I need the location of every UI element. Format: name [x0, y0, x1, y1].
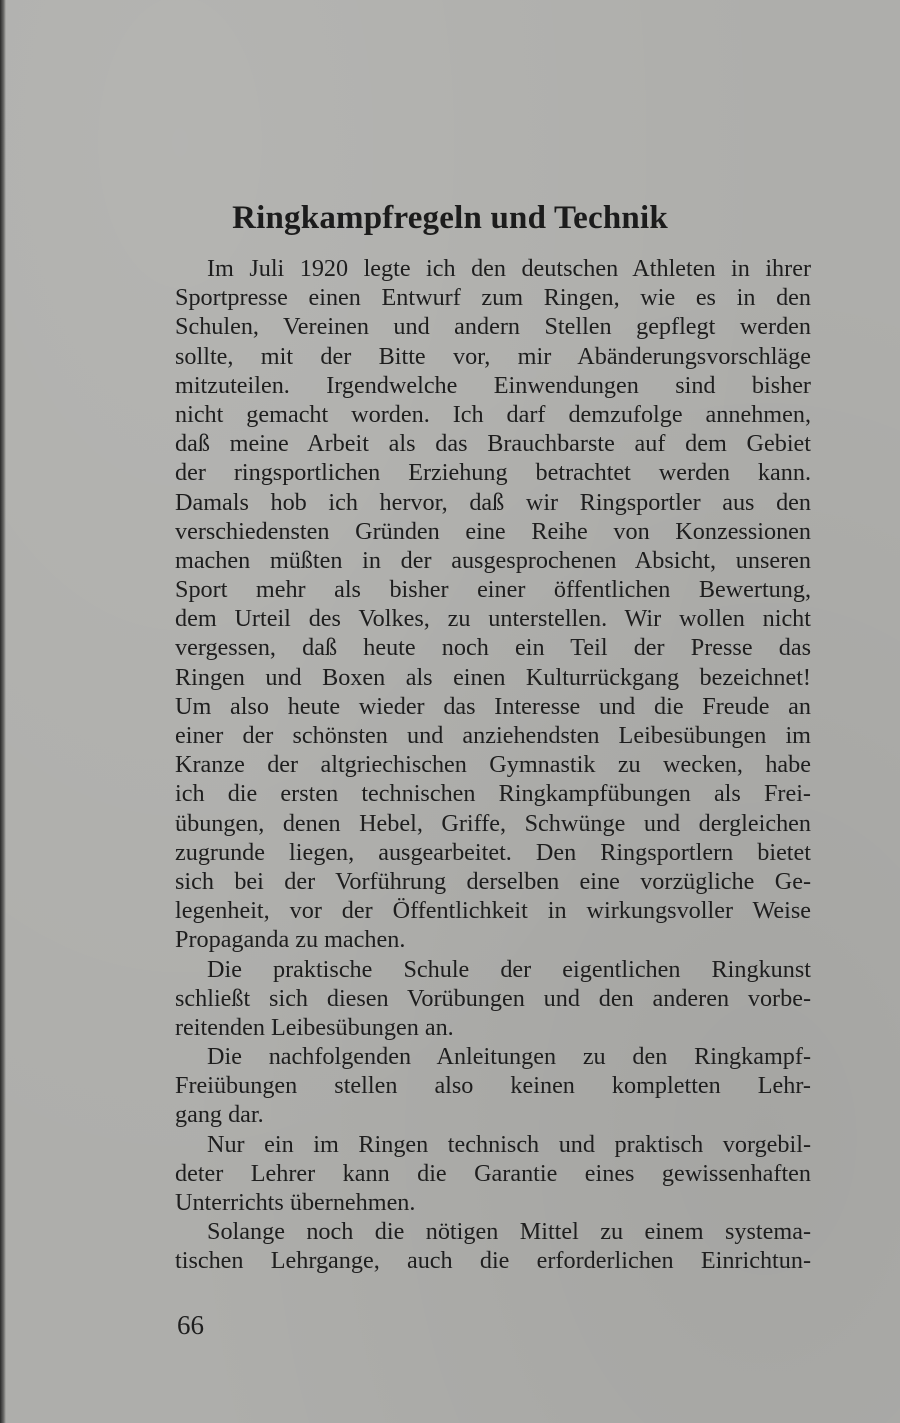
- text-line: Solange noch die nötigen Mittel zu einem systema-: [207, 1218, 811, 1246]
- text-line: legenheit, vor der Öffentlichkeit in wirkungsvoller Weise: [175, 897, 811, 925]
- text-line: Ringen und Boxen als einen Kulturrückgang bezeichnet!: [175, 663, 811, 691]
- text-line: zugrunde liegen, ausgearbeitet. Den Ringsportlern bietet: [175, 838, 811, 866]
- text-line: vergessen, daß heute noch ein Teil der Presse das: [175, 634, 811, 662]
- text-line: Nur ein im Ringen technisch und praktisch vorgebil-: [207, 1130, 811, 1158]
- text-line: Sportpresse einen Entwurf zum Ringen, wie es in den: [175, 284, 811, 312]
- text-line: sich bei der Vorführung derselben eine vorzügliche Ge-: [175, 867, 811, 895]
- text-line: Freiübungen stellen also keinen kompletten Lehr-: [175, 1072, 811, 1100]
- text-line: Im Juli 1920 legte ich den deutschen Athleten in ihrer: [207, 255, 811, 282]
- text-line: übungen, denen Hebel, Griffe, Schwünge und dergleichen: [175, 809, 811, 837]
- body-text: [175, 254, 811, 1276]
- text-line: Unterrichts übernehmen.: [175, 1189, 416, 1216]
- text-line: schließt sich diesen Vorübungen und den anderen vorbe-: [175, 984, 811, 1012]
- text-line: mitzuteilen. Irgendwelche Einwendungen sind bisher: [175, 371, 811, 399]
- text-line: einer der schönsten und anziehendsten Leibesübungen im: [175, 722, 811, 749]
- text-line: gang dar.: [175, 1101, 264, 1129]
- text-line: Damals hob ich hervor, daß wir Ringsportler aus den: [175, 488, 811, 516]
- text-line: verschiedensten Gründen eine Reihe von Konzessionen: [175, 517, 811, 545]
- text-line: Um also heute wieder das Interesse und die Freude an: [175, 692, 811, 720]
- text-line: machen müßten in der ausgesprochenen Absicht, unseren: [175, 546, 811, 574]
- text-line: Kranze der altgriechischen Gymnastik zu wecken, habe: [175, 751, 811, 779]
- text-line: Die nachfolgenden Anleitungen zu den Ringkampf-: [207, 1043, 811, 1071]
- text-line: Die praktische Schule der eigentlichen Ringkunst: [207, 955, 811, 983]
- text-line: deter Lehrer kann die Garantie eines gewissenhaften: [175, 1159, 811, 1187]
- text-line: ich die ersten technischen Ringkampfübungen als Frei-: [175, 780, 811, 808]
- chapter-title: Ringkampfregeln und Technik: [232, 200, 668, 236]
- text-line: Schulen, Vereinen und andern Stellen gepflegt werden: [175, 313, 811, 341]
- text-line: der ringsportlichen Erziehung betrachtet werden kann.: [175, 459, 811, 487]
- text-line: Sport mehr als bisher einer öffentlichen Bewertung,: [175, 576, 811, 604]
- text-line: nicht gemacht worden. Ich darf demzufolge annehmen,: [175, 400, 811, 428]
- text-line: tischen Lehrgange, auch die erforderlichen Einrichtun-: [175, 1247, 811, 1275]
- text-line: dem Urteil des Volkes, zu unterstellen. Wir wollen nicht: [175, 605, 811, 633]
- text-line: reitenden Leibesübungen an.: [175, 1013, 454, 1041]
- text-line: sollte, mit der Bitte vor, mir Abänderungsvorschläge: [175, 342, 811, 370]
- page-number: 66: [177, 1310, 204, 1340]
- text-line: Propaganda zu machen.: [175, 926, 406, 954]
- text-line: daß meine Arbeit als das Brauchbarste auf dem Gebiet: [175, 430, 811, 458]
